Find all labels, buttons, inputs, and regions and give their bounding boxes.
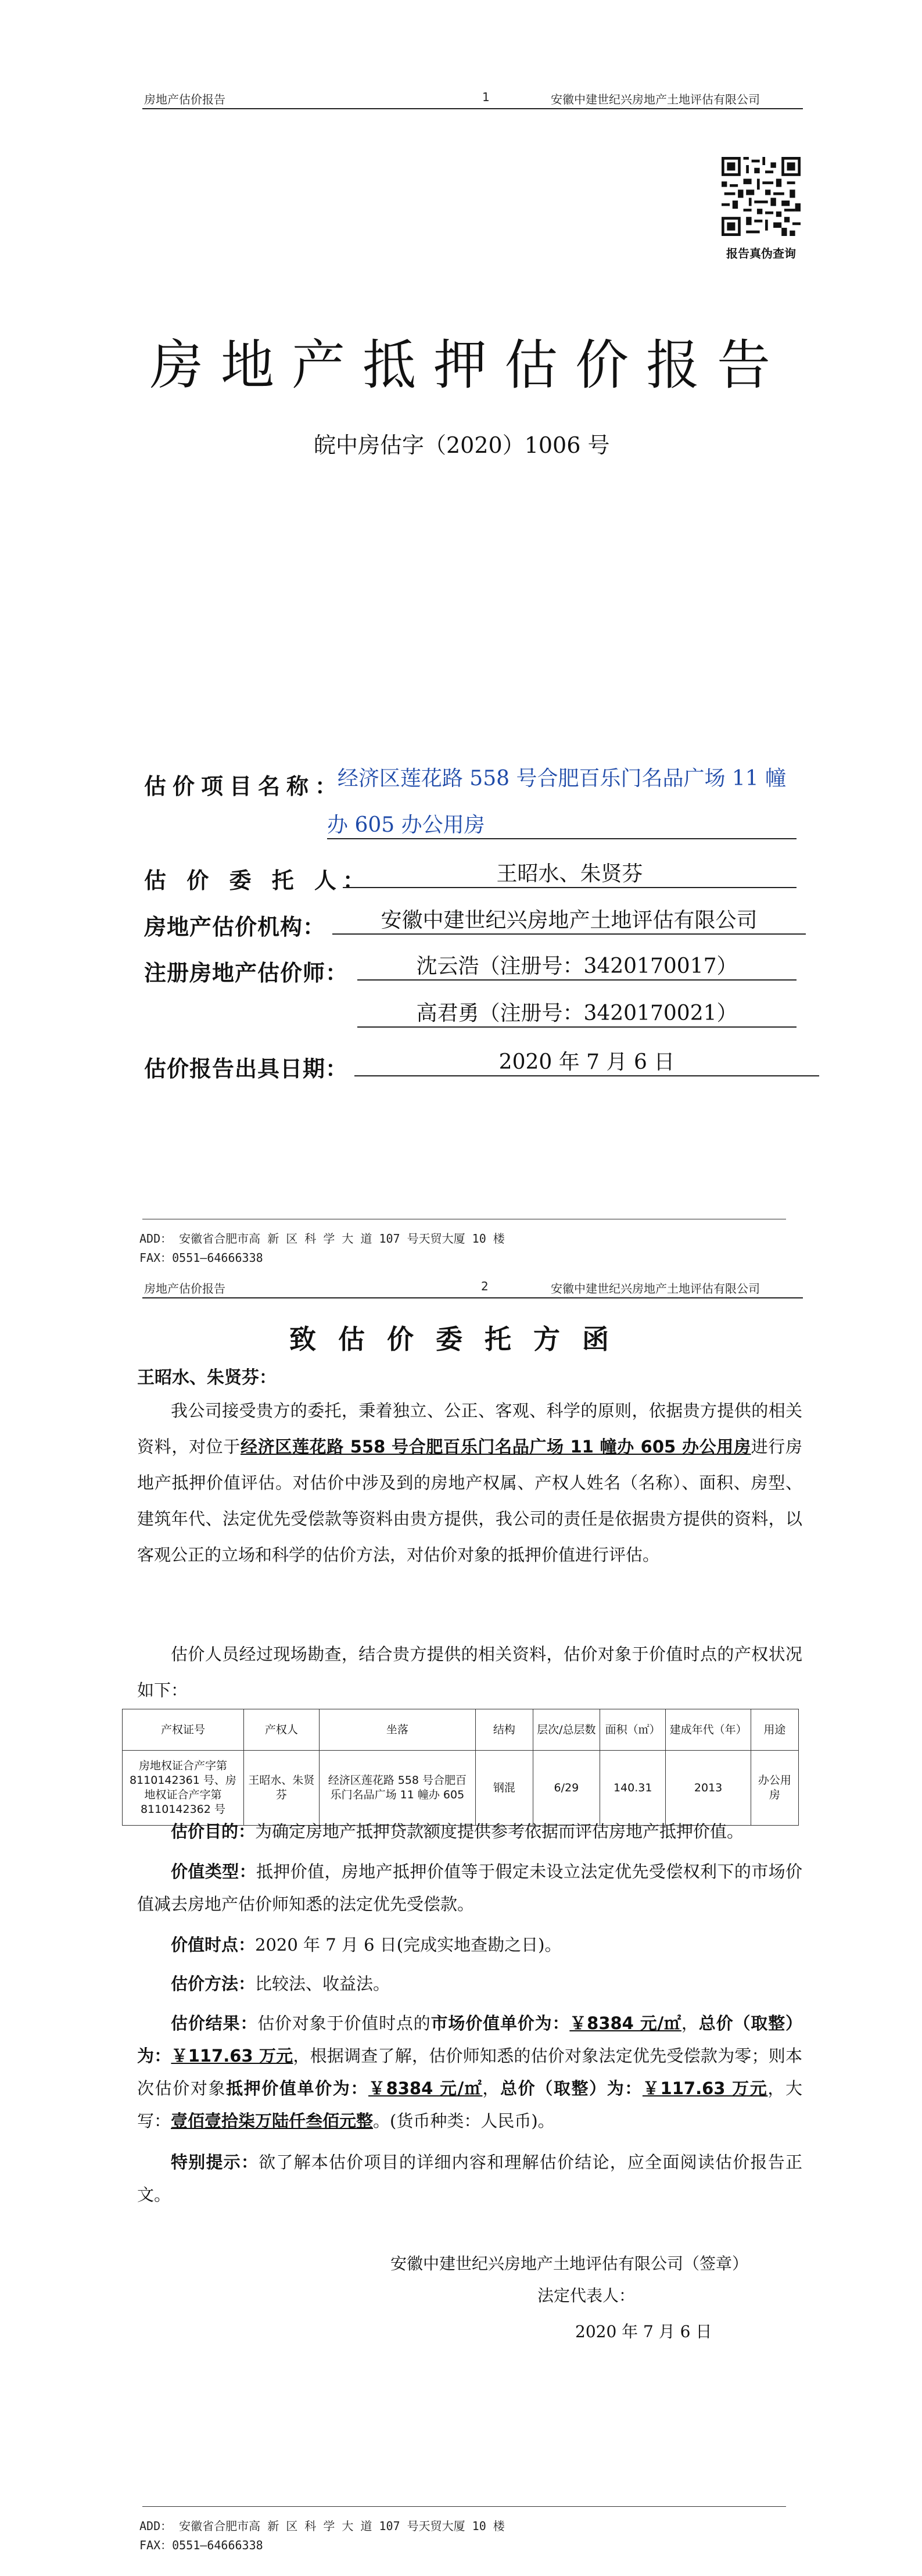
value-time-item: 价值时点：2020 年 7 月 6 日(完成实地查勘之日)。 [171, 1935, 562, 1955]
table-header: 面积（㎡） [600, 1709, 666, 1751]
header-right: 安徽中建世纪兴房地产土地评估有限公司 [551, 1282, 760, 1296]
salutation: 王昭水、朱贤芬： [137, 1368, 277, 1388]
cell-certificate: 房地权证合产字第 8110142361 号、房地权证合产字第 8110142362 号 [123, 1751, 244, 1826]
footer-fax: FAX：0551—64666338 [139, 1251, 263, 1265]
appraiser-label: 注册房地产估价师： [144, 960, 349, 986]
signature-company: 安徽中建世纪兴房地产土地评估有限公司（签章） [390, 2254, 749, 2273]
header-left: 房地产估价报告 [144, 1282, 225, 1296]
report-title: 房地产抵押估价报告 [150, 334, 788, 396]
table-header: 产权证号 [123, 1709, 244, 1751]
appraiser-1: 沈云浩（注册号：3420170017） [357, 954, 797, 981]
table-header: 结构 [475, 1709, 533, 1751]
survey-paragraph: 估价人员经过现场勘查，结合贵方提供的相关资料，估价对象于价值时点的产权状况如下： [137, 1644, 802, 1700]
cell-year: 2013 [666, 1751, 751, 1826]
header-right: 安徽中建世纪兴房地产土地评估有限公司 [551, 92, 760, 106]
agency-value: 安徽中建世纪兴房地产土地评估有限公司 [332, 908, 806, 935]
cell-usage: 办公用房 [751, 1751, 798, 1826]
table-row [123, 1751, 799, 1826]
footer-rule [142, 2506, 786, 2507]
table-header: 用途 [751, 1709, 798, 1751]
client-label: 估 价 委 托 人： [144, 868, 371, 893]
letter-title: 致估价委托方函 [289, 1323, 631, 1355]
footer-address: ADD： 安徽省合肥市高 新 区 科 学 大 道 107 号天贸大厦 10 楼 [139, 1232, 505, 1246]
project-label: 估价项目名称： [144, 774, 344, 799]
table-header: 层次/总层数 [533, 1709, 600, 1751]
intro-paragraph: 我公司接受贵方的委托，秉着独立、公正、客观、科学的原则，依据贵方提供的相关资料，对位于经济区莲花路 558 号合肥百乐门名品广场 11 幢办 605 办公用房进行房地产抵押价值评估。对估价中涉及到的房地产权属、产权人姓名（名称）、面积、房型、建筑年代、法定优先受偿款等资料由贵方提供，我公司的责任是依据贵方提供的资料，以客观公正的立场和科学的估价方法，对估价对象的抵押价值进行评估。 [137, 1401, 802, 1565]
header-page-number: 1 [482, 90, 490, 104]
table-header: 建成年代（年） [666, 1709, 751, 1751]
cell-location: 经济区莲花路 558 号合肥百乐门名品广场 11 幢办 605 [319, 1751, 475, 1826]
date-value: 2020 年 7 月 6 日 [354, 1050, 819, 1076]
signature-date: 2020 年 7 月 6 日 [575, 2322, 712, 2341]
header-rule [142, 108, 803, 109]
cell-area: 140.31 [600, 1751, 666, 1826]
property-address: 经济区莲花路 558 号合肥百乐门名品广场 11 幢办 605 办公用房 [241, 1437, 751, 1457]
table-header: 产权人 [243, 1709, 319, 1751]
cell-floor: 6/29 [533, 1751, 600, 1826]
header-page-number: 2 [481, 1279, 489, 1293]
agency-label: 房地产估价机构： [144, 914, 326, 940]
appraiser-2: 高君勇（注册号：3420170021） [357, 1001, 797, 1028]
value-type-item: 价值类型：抵押价值，房地产抵押价值等于假定未设立法定优先受偿权利下的市场价值减去房地产估价师知悉的法定优先受偿款。 [137, 1862, 802, 1914]
cell-owner: 王昭水、朱贤芬 [243, 1751, 319, 1826]
footer-address: ADD： 安徽省合肥市高 新 区 科 学 大 道 107 号天贸大厦 10 楼 [139, 2519, 505, 2533]
footer-fax: FAX：0551—64666338 [139, 2538, 263, 2552]
header-left: 房地产估价报告 [144, 92, 225, 106]
method-item: 估价方法：比较法、收益法。 [171, 1974, 390, 1994]
cell-structure: 钢混 [475, 1751, 533, 1826]
signature-representative: 法定代表人： [537, 2286, 636, 2305]
purpose-item: 估价目的：为确定房地产抵押贷款额度提供参考依据而评估房地产抵押价值。 [171, 1822, 744, 1841]
client-value: 王昭水、朱贤芬 [343, 861, 797, 888]
table-header-row [123, 1709, 799, 1751]
project-value-line1: 经济区莲花路 558 号合肥百乐门名品广场 11 幢 [337, 767, 787, 790]
qr-caption: 报告真伪查询 [726, 246, 796, 260]
property-table [122, 1709, 799, 1826]
result-item: 估价结果：估价对象于价值时点的市场价值单价为：￥8384 元/㎡，总价（取整）为：￥117.63 万元，根据调查了解，估价师知悉的估价对象法定优先受偿款为零；则本次估价对象抵押价值单价为：￥8384 元/㎡，总价（取整）为：￥117.63 万元，大写：壹佰壹拾柒万陆仟叁佰元整。(货币种类：人民币)。 [137, 2013, 802, 2131]
table-header: 坐落 [319, 1709, 475, 1751]
date-label: 估价报告出具日期： [144, 1056, 349, 1082]
header-rule [142, 1297, 803, 1298]
qr-code-icon[interactable] [722, 157, 801, 236]
report-code: 皖中房估字（2020）1006 号 [314, 432, 610, 458]
project-value-line2: 办 605 办公用房 [327, 813, 797, 839]
special-note-item: 特别提示：欲了解本估价项目的详细内容和理解估价结论，应全面阅读估价报告正文。 [137, 2152, 802, 2205]
